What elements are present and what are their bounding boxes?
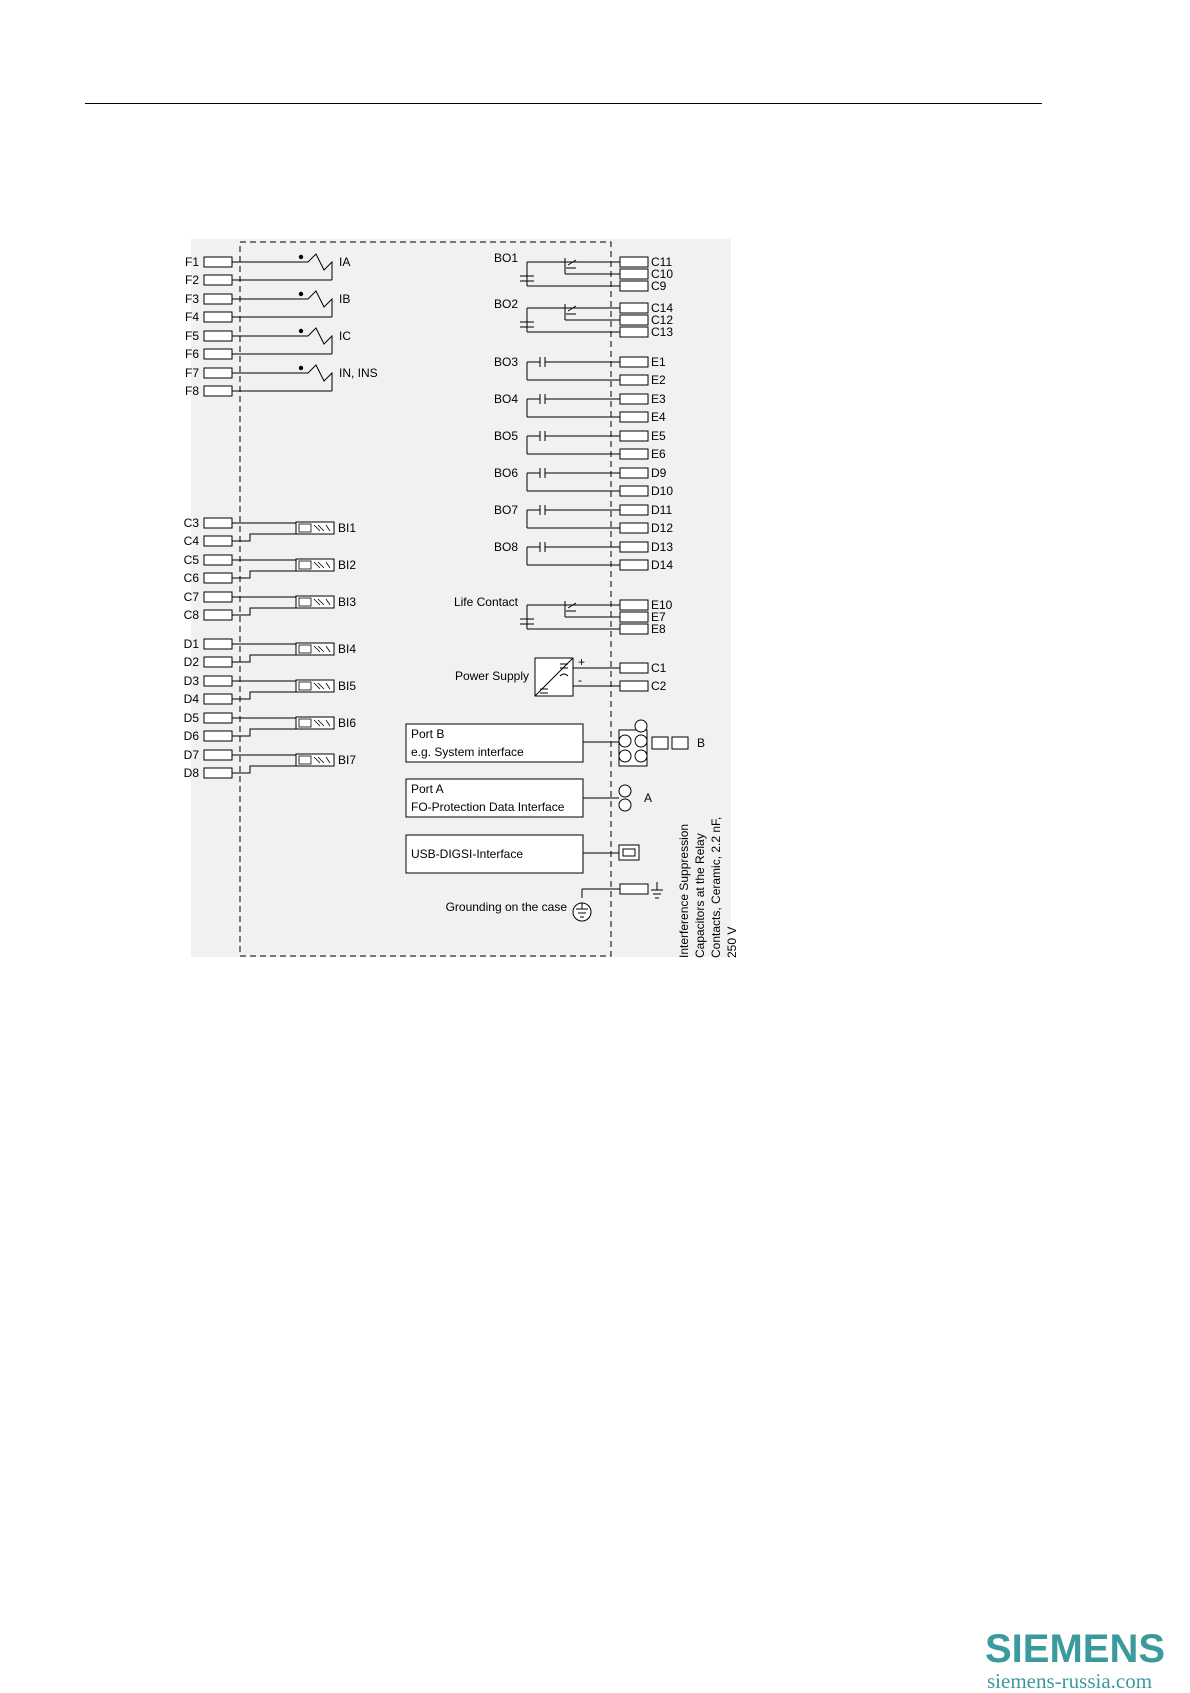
terminal-block xyxy=(204,257,232,267)
terminal-label: E8 xyxy=(651,622,666,636)
terminal-block xyxy=(204,694,232,704)
terminal-label: C1 xyxy=(651,661,667,675)
terminal-block xyxy=(204,331,232,341)
terminal-label: F4 xyxy=(184,310,199,324)
terminal-label: C6 xyxy=(183,571,199,585)
terminal-label: D11 xyxy=(651,503,673,517)
terminal-label: F5 xyxy=(184,329,199,343)
terminal-block xyxy=(204,639,232,649)
terminal-label: C2 xyxy=(651,679,667,693)
terminal-block xyxy=(204,750,232,760)
terminal-label: C7 xyxy=(183,590,199,604)
optocoupler-icon xyxy=(296,596,334,608)
terminal-block xyxy=(620,505,648,515)
relay-label: BO4 xyxy=(493,392,518,406)
terminal-block xyxy=(620,560,648,570)
terminal-block xyxy=(620,257,648,267)
terminal-block xyxy=(620,449,648,459)
terminal-label: D10 xyxy=(651,484,674,498)
terminal-block xyxy=(620,315,648,325)
terminal-block xyxy=(620,486,648,496)
terminal-block xyxy=(204,713,232,723)
relay-label: BO7 xyxy=(493,503,518,517)
binary-input-label: BI5 xyxy=(338,679,357,693)
port-a-box-line2: FO-Protection Data Interface xyxy=(411,800,565,814)
terminal-label: D13 xyxy=(651,540,674,554)
current-input-label: IA xyxy=(339,255,351,269)
terminal-label: D4 xyxy=(183,692,199,706)
current-input-label: IC xyxy=(339,329,351,343)
terminal-block xyxy=(204,368,232,378)
polarity-dot xyxy=(299,255,303,259)
terminal-block xyxy=(620,375,648,385)
current-input-label: IN, INS xyxy=(339,366,378,380)
grounding-label: Grounding on the case xyxy=(445,900,567,914)
terminal-block xyxy=(204,312,232,322)
case-ground-icon xyxy=(573,903,591,921)
terminal-block xyxy=(620,663,648,673)
binary-input-label: BI7 xyxy=(338,753,357,767)
terminal-block xyxy=(620,523,648,533)
terminal-label: E4 xyxy=(651,410,666,424)
binary-input-label: BI6 xyxy=(338,716,357,730)
terminal-label: C13 xyxy=(651,325,674,339)
polarity-dot xyxy=(299,329,303,333)
terminal-block xyxy=(204,592,232,602)
terminal-label: F3 xyxy=(184,292,199,306)
relay-label: BO3 xyxy=(493,355,518,369)
terminal-label: C3 xyxy=(183,516,199,530)
terminal-label: F6 xyxy=(184,347,199,361)
suppression-note-line: Contacts, Ceramic, 2.2 nF, xyxy=(709,816,723,958)
terminal-block xyxy=(620,624,648,634)
terminal-block xyxy=(620,681,648,691)
terminal-block xyxy=(204,518,232,528)
terminal-label: D6 xyxy=(183,729,199,743)
minus-sign: - xyxy=(578,673,582,687)
current-input-label: IB xyxy=(339,292,351,306)
terminal-block xyxy=(204,386,232,396)
polarity-dot xyxy=(299,292,303,296)
terminal-label: F1 xyxy=(184,255,199,269)
port-a-box-line1: Port A xyxy=(411,782,444,796)
suppression-note-line: 250 V xyxy=(725,926,739,958)
optocoupler-icon xyxy=(296,522,334,534)
relay-label-bo2: BO2 xyxy=(493,297,518,311)
terminal-label: E6 xyxy=(651,447,666,461)
terminal-label: F2 xyxy=(184,273,199,287)
terminal-label: D3 xyxy=(183,674,199,688)
binary-input-label: BI3 xyxy=(338,595,357,609)
terminal-block xyxy=(204,731,232,741)
relay-label-bo1: BO1 xyxy=(493,251,518,265)
terminal-label: D14 xyxy=(651,558,674,572)
terminal-label: C8 xyxy=(183,608,199,622)
optocoupler-icon xyxy=(296,680,334,692)
optocoupler-icon xyxy=(296,754,334,766)
relay-label: BO6 xyxy=(493,466,518,480)
terminal-block xyxy=(204,349,232,359)
terminal-label: F7 xyxy=(184,366,199,380)
plus-sign: + xyxy=(578,655,586,669)
life-contact-label: Life Contact xyxy=(453,595,518,609)
optocoupler-icon xyxy=(296,643,334,655)
terminal-label: E1 xyxy=(651,355,666,369)
port-b-box-line1: Port B xyxy=(411,727,445,741)
terminal-block xyxy=(620,542,648,552)
terminal-block xyxy=(620,357,648,367)
usb-label: USB-DIGSI-Interface xyxy=(411,847,524,861)
terminal-block xyxy=(204,294,232,304)
terminal-label: C14 xyxy=(651,301,674,315)
terminal-block xyxy=(204,676,232,686)
terminal-block xyxy=(620,412,648,422)
terminal-label: D8 xyxy=(183,766,199,780)
terminal-label: C10 xyxy=(651,267,674,281)
terminal-label: D12 xyxy=(651,521,674,535)
binary-input-label: BI4 xyxy=(338,642,357,656)
suppression-note-line: Interference Suppression xyxy=(677,823,691,958)
optocoupler-icon xyxy=(296,717,334,729)
port-b-box-line2: e.g. System interface xyxy=(411,745,524,759)
terminal-block xyxy=(620,394,648,404)
terminal-block xyxy=(204,555,232,565)
siemens-logo xyxy=(985,1628,1190,1692)
terminal-block xyxy=(204,573,232,583)
terminal-label: C4 xyxy=(183,534,199,548)
port-a-connector-label: A xyxy=(644,791,653,805)
terminal-block xyxy=(204,610,232,620)
terminal-label: C9 xyxy=(651,279,667,293)
terminal-label: D2 xyxy=(183,655,199,669)
terminal-block xyxy=(620,612,648,622)
terminal-label: D1 xyxy=(183,637,199,651)
polarity-dot xyxy=(299,366,303,370)
optocoupler-icon xyxy=(296,559,334,571)
binary-input-label: BI1 xyxy=(338,521,357,535)
terminal-label: E3 xyxy=(651,392,666,406)
terminal-label: D5 xyxy=(183,711,199,725)
terminal-block xyxy=(620,269,648,279)
terminal-block xyxy=(620,431,648,441)
terminal-block xyxy=(620,281,648,291)
brand-url: siemens-russia.com xyxy=(987,1669,1153,1693)
terminal-block xyxy=(620,327,648,337)
terminal-block xyxy=(204,657,232,667)
suppression-note-line: Capacitors at the Relay xyxy=(693,833,707,958)
terminal-label: E7 xyxy=(651,610,666,624)
terminal-block xyxy=(620,884,648,894)
terminal-block xyxy=(620,303,648,313)
terminal-block xyxy=(204,768,232,778)
power-supply-label: Power Supply xyxy=(454,669,529,683)
brand-name: SIEMENS xyxy=(985,1627,1166,1671)
terminal-label: C11 xyxy=(651,255,673,269)
terminal-label: F8 xyxy=(184,384,199,398)
terminal-block xyxy=(620,468,648,478)
binary-input-label: BI2 xyxy=(338,558,357,572)
terminal-label: C12 xyxy=(651,313,674,327)
terminal-block xyxy=(204,536,232,546)
power-supply-converter xyxy=(535,658,573,696)
terminal-block xyxy=(620,600,648,610)
terminal-label: D7 xyxy=(183,748,199,762)
terminal-label: D9 xyxy=(651,466,667,480)
terminal-label: C5 xyxy=(183,553,199,567)
terminal-label: E5 xyxy=(651,429,666,443)
terminal-block xyxy=(204,275,232,285)
usb-connector-icon xyxy=(619,845,639,860)
port-b-connector-label: B xyxy=(697,736,706,750)
relay-label: BO5 xyxy=(493,429,518,443)
terminal-label: E2 xyxy=(651,373,666,387)
relay-label: BO8 xyxy=(493,540,518,554)
terminal-label: E10 xyxy=(651,598,673,612)
